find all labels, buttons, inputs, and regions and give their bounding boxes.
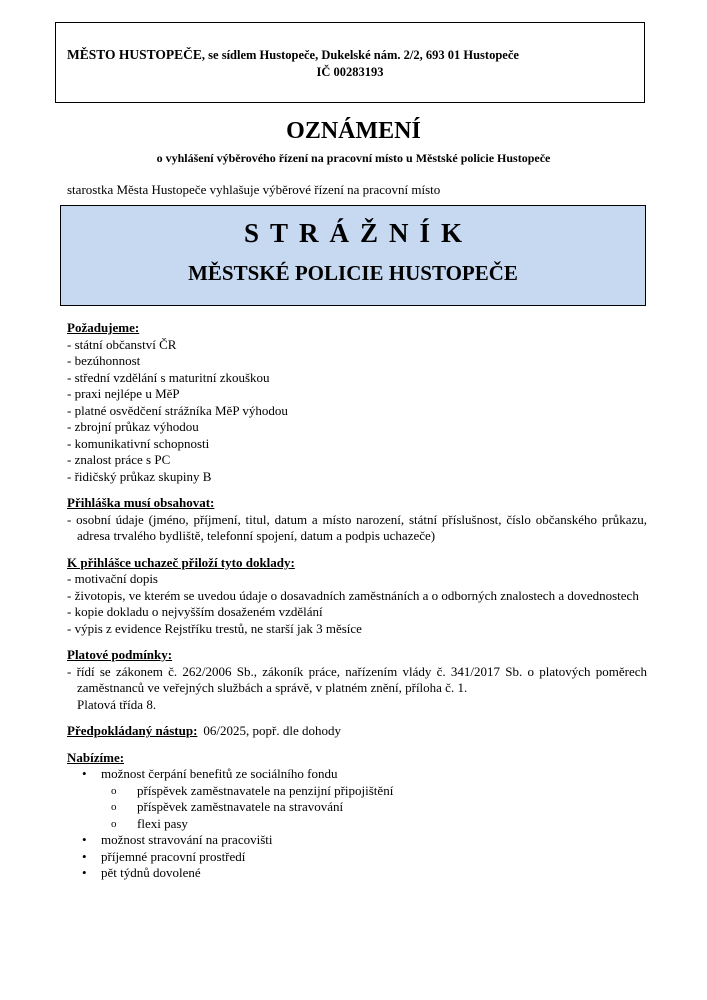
city-ico: IČ 00283193 [316, 65, 384, 79]
start-heading: Předpokládaný nástup: [67, 723, 198, 738]
offer-list [67, 766, 647, 783]
offer-item: • možnost stravování na pracovišti [82, 832, 273, 847]
salary-heading: Platové podmínky: [67, 647, 173, 662]
position-unit: MĚSTSKÉ POLICIE HUSTOPEČE [188, 261, 518, 285]
requirement-item: - řidičský průkaz skupiny B [67, 468, 212, 484]
requirement-item: - státní občanství ČR [67, 336, 177, 352]
offer-heading: Nabízíme: [67, 749, 125, 765]
page-subtitle: o vyhlášení výběrového řízení na pracovní místo u Městské policie Hustopeče [156, 151, 551, 165]
page-title: OZNÁMENÍ [286, 118, 421, 144]
document-item: - kopie dokladu o nejvyšším dosaženém vzdělání [67, 604, 323, 619]
offer-sublist [67, 783, 647, 833]
application-heading: Přihláška musí obsahovat: [67, 495, 215, 510]
bullet-icon: • [82, 766, 87, 781]
position-box [60, 205, 646, 306]
documents-heading: K přihlášce uchazeč přiloží tyto doklady: [67, 554, 295, 570]
requirement-item: - znalost práce s PC [67, 452, 171, 467]
offer-subitem: o příspěvek zaměstnavatele na penzijní připojištění [111, 782, 394, 798]
requirements-heading: Požadujeme: [67, 320, 140, 335]
requirement-item: - bezúhonnost [67, 353, 141, 368]
start-value: 06/2025, popř. dle dohody [203, 723, 341, 738]
requirement-item: - platné osvědčení strážníka MěP výhodou [67, 402, 288, 418]
circle-bullet-icon: o [111, 784, 117, 797]
requirement-item: - komunikativní schopnosti [67, 435, 210, 451]
position-name: STRÁŽNÍK [243, 218, 474, 248]
circle-bullet-icon: o [111, 801, 117, 813]
document-item: - motivační dopis [67, 571, 158, 586]
offer-list-continued [67, 832, 647, 882]
application-item: - osobní údaje (jméno, příjmení, titul, datum a místo narození, státní příslušnost, číslo občanského průkazu, adresa trvalého bydliště, telefonní spojení, datum a podpis uchazeče) [67, 511, 647, 543]
requirement-item: - střední vzdělání s maturitní zkouškou [67, 369, 270, 385]
start-row [67, 723, 647, 740]
letterhead-address-line [67, 47, 519, 63]
announcement-body [67, 320, 647, 882]
document-item: - životopis, ve kterém se uvedou údaje o dosavadních zaměstnáních a o odborných znalostech a dovednostech [67, 587, 639, 603]
document-item: - výpis z evidence Rejstříku trestů, ne starší jak 3 měsíce [67, 620, 362, 636]
offer-item: • pět týdnů dovolené [82, 865, 201, 880]
offer-subitem: o flexi pasy [111, 815, 188, 831]
requirement-item: - zbrojní průkaz výhodou [67, 419, 199, 434]
city-name: MĚSTO HUSTOPEČE [67, 47, 202, 62]
circle-bullet-icon: o [111, 817, 117, 830]
salary-text: - řídí se zákonem č. 262/2006 Sb., zákoník práce, nařízením vlády č. 341/2017 Sb. o platových poměrech zaměstnanců ve veřejných službách a správě, v platném znění, příloha č. 1. [67, 663, 647, 695]
offer-subitem: o příspěvek zaměstnavatele na stravování [111, 799, 344, 814]
bullet-icon: • [82, 865, 87, 880]
requirement-item: - praxi nejlépe u MěP [67, 386, 180, 401]
bullet-icon: • [82, 832, 87, 847]
city-address: , se sídlem Hustopeče, Dukelské nám. 2/2, 693 01 Hustopeče [201, 48, 519, 62]
offer-item: • příjemné pracovní prostředí [82, 848, 246, 864]
bullet-icon: • [82, 848, 87, 864]
intro-text: starostka Města Hustopeče vyhlašuje výběrové řízení na pracovní místo [67, 182, 441, 197]
letterhead-box [55, 22, 645, 103]
offer-item: • možnost čerpání benefitů ze sociálního fondu [82, 766, 338, 781]
salary-class: Platová třída 8. [77, 696, 157, 712]
